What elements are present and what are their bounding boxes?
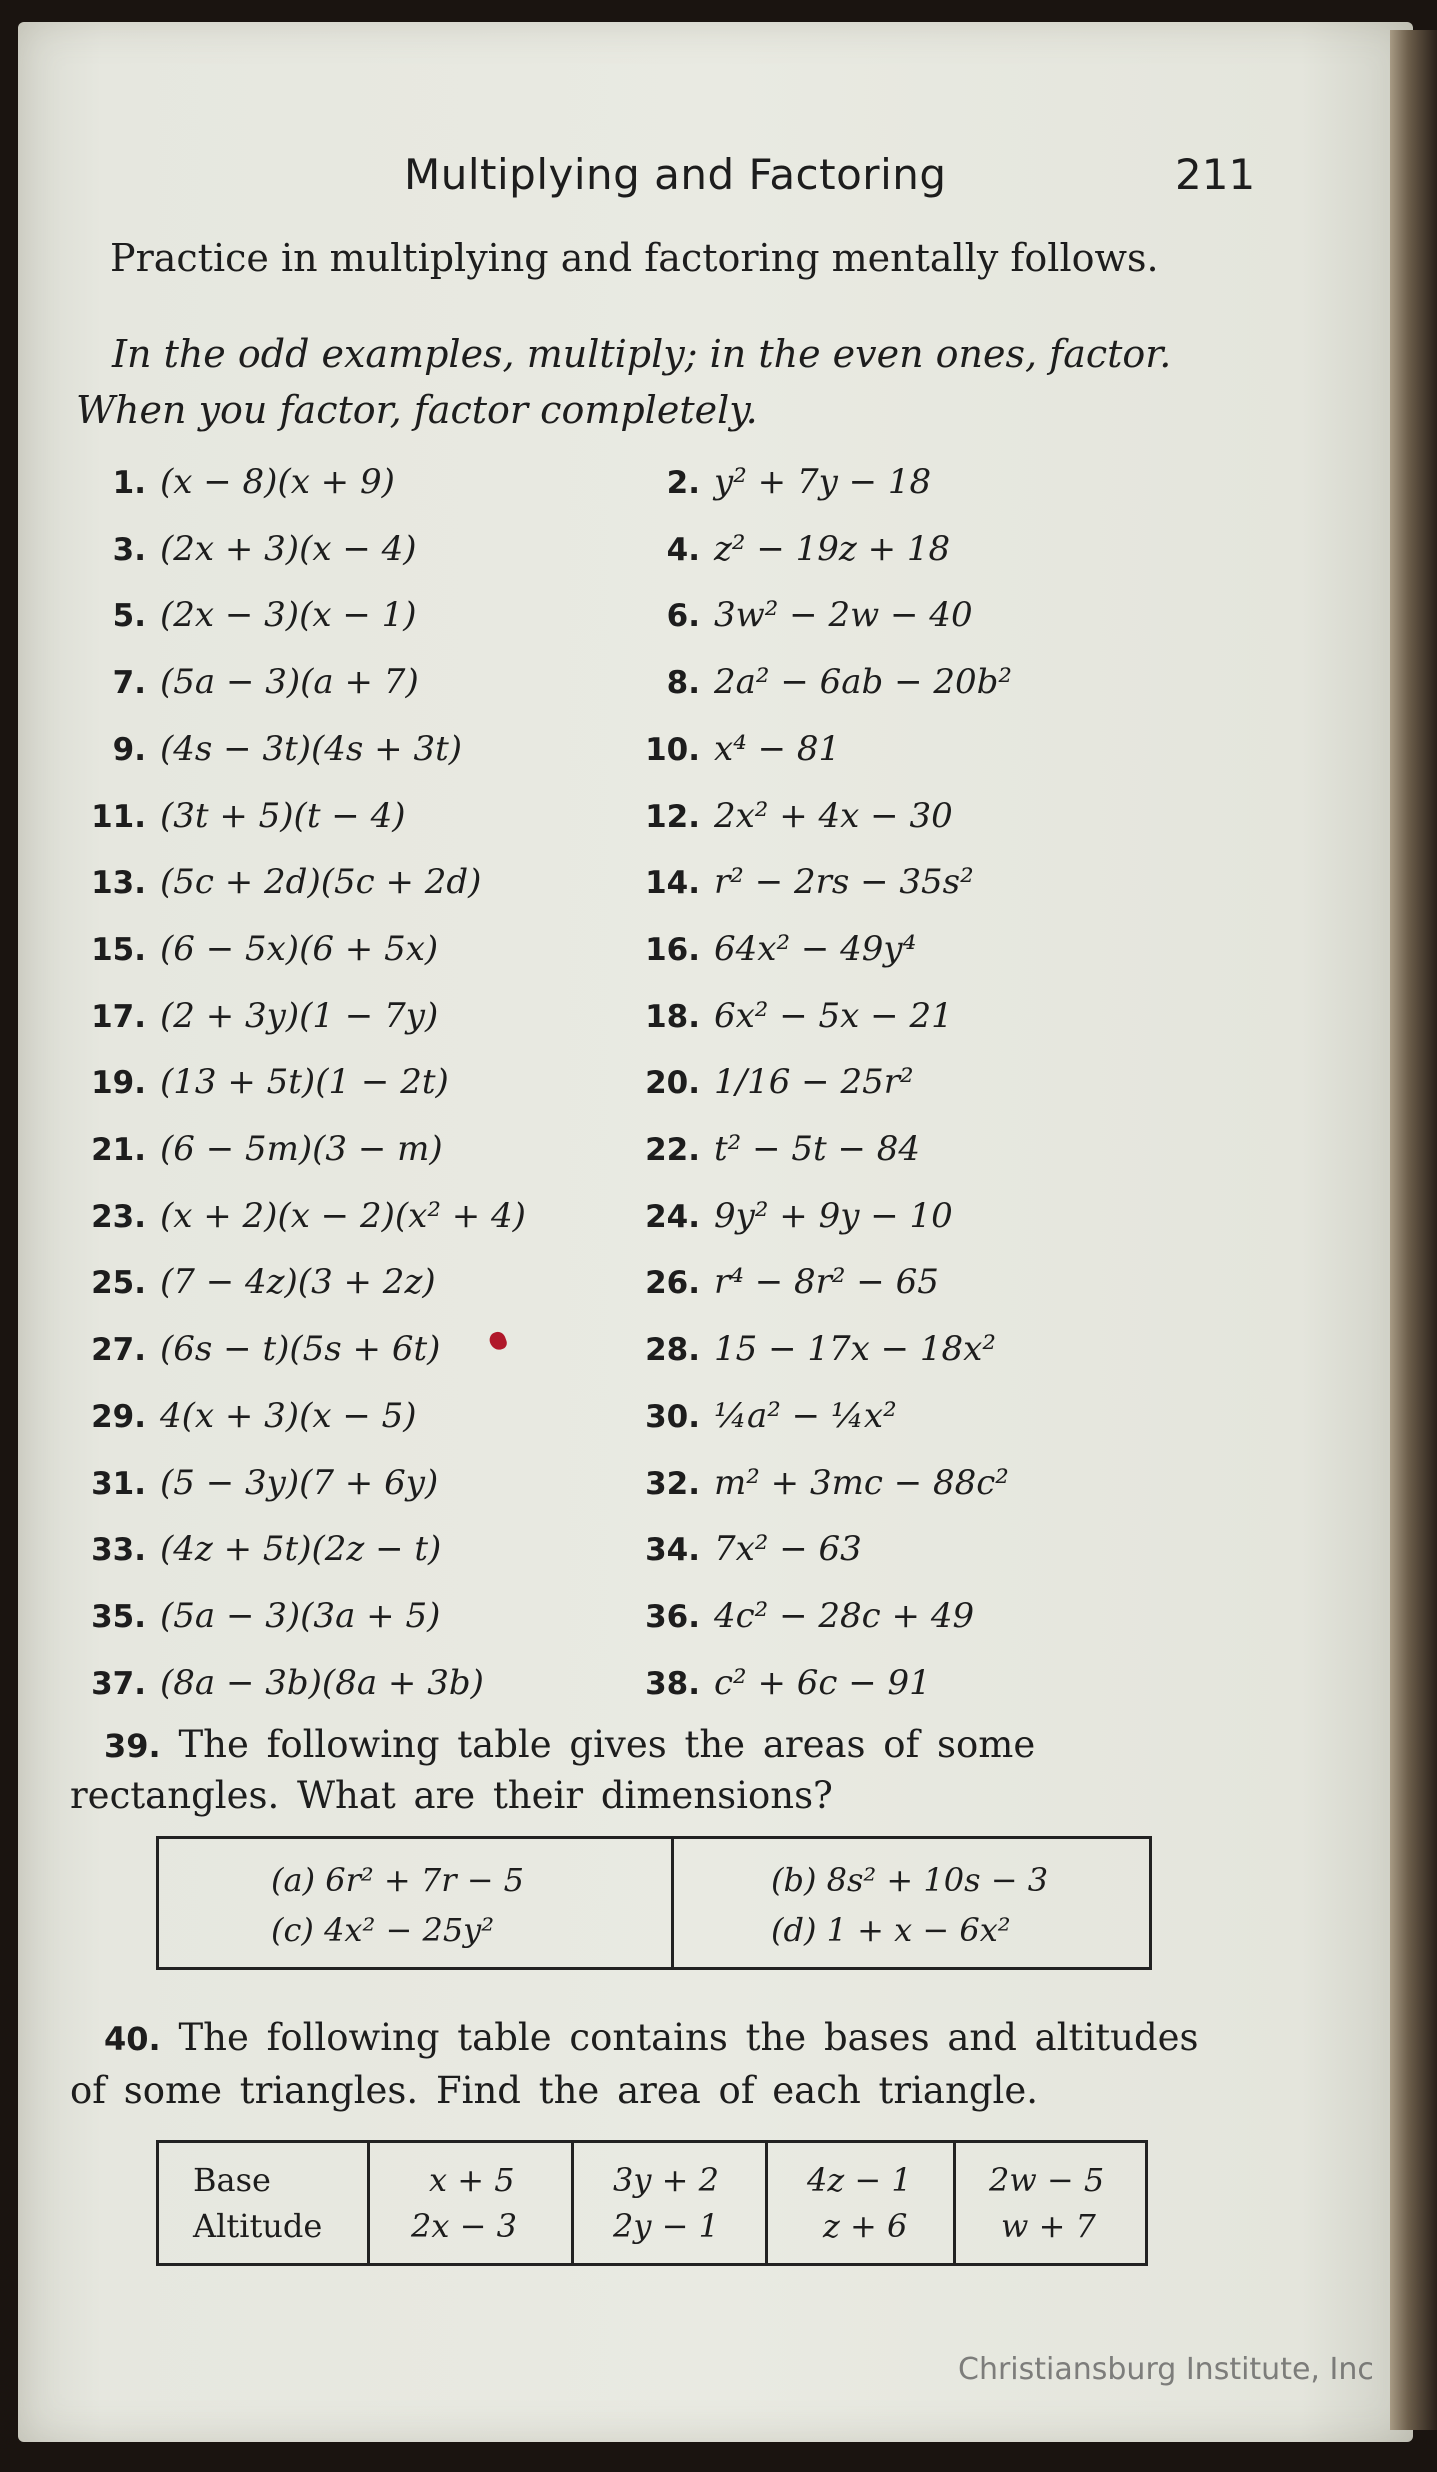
- problem-40-text: The following table contains the bases and altitudes of some triangles. Find the area of each triangle.: [70, 2016, 1199, 2112]
- exercise-item: [620, 1463, 1009, 1503]
- exercise-number: 24.: [645, 1199, 700, 1235]
- exercise-item: [56, 1196, 526, 1236]
- exercise-number: 12.: [645, 799, 700, 835]
- problem-39-number: 39.: [104, 1727, 161, 1765]
- exercise-expression: (5 − 3y)(7 + 6y): [160, 1463, 439, 1503]
- exercise-number: 35.: [91, 1599, 146, 1635]
- rectangle-d: (d) 1 + x − 6x²: [771, 1911, 1011, 1949]
- exercise-item: [56, 595, 417, 635]
- exercise-item: [56, 1329, 440, 1369]
- exercise-item: [56, 662, 419, 702]
- rectangle-area-table: [156, 1836, 1152, 1970]
- exercise-number: 17.: [91, 999, 146, 1035]
- page-number: 211: [1175, 150, 1256, 199]
- exercise-number: 34.: [645, 1532, 700, 1568]
- exercise-number: 27.: [91, 1332, 146, 1368]
- exercise-expression: (4z + 5t)(2z − t): [160, 1529, 442, 1569]
- base-3: 4z − 1: [807, 2161, 912, 2199]
- exercise-item: [620, 996, 953, 1036]
- exercise-expression: (4s − 3t)(4s + 3t): [160, 729, 463, 769]
- exercise-number: 26.: [645, 1265, 700, 1301]
- table-divider: [765, 2143, 768, 2263]
- exercise-item: [620, 1529, 862, 1569]
- exercise-expression: (6s − t)(5s + 6t): [160, 1329, 441, 1369]
- exercise-number: 18.: [645, 999, 700, 1035]
- exercise-item: [620, 1663, 931, 1703]
- exercise-item: [620, 862, 974, 902]
- exercise-number: 33.: [91, 1532, 146, 1568]
- exercise-number: 22.: [645, 1132, 700, 1168]
- exercise-number: 37.: [91, 1666, 146, 1702]
- exercise-item: [56, 729, 462, 769]
- table-divider: [953, 2143, 956, 2263]
- exercise-expression: (5a − 3)(3a + 5): [160, 1596, 441, 1636]
- exercise-item: [56, 462, 395, 502]
- exercise-item: [620, 929, 916, 969]
- exercise-number: 6.: [666, 598, 700, 634]
- rectangle-b: (b) 8s² + 10s − 3: [771, 1861, 1049, 1899]
- base-1: x + 5: [429, 2161, 515, 2199]
- exercise-item: [620, 796, 953, 836]
- altitude-label: Altitude: [193, 2207, 323, 2245]
- problem-39-text: The following table gives the areas of some rectangles. What are their dimensions?: [70, 1723, 1036, 1817]
- exercise-item: [620, 1329, 996, 1369]
- exercise-item: [620, 1262, 939, 1302]
- exercise-number: 21.: [91, 1132, 146, 1168]
- exercise-expression: y² + 7y − 18: [714, 462, 932, 502]
- exercise-expression: t² − 5t − 84: [714, 1129, 921, 1169]
- exercise-number: 29.: [91, 1399, 146, 1435]
- exercise-number: 7.: [112, 665, 146, 701]
- exercise-item: [620, 1062, 914, 1102]
- exercise-number: 4.: [666, 532, 700, 568]
- exercise-item: [620, 462, 931, 502]
- exercise-expression: (8a − 3b)(8a + 3b): [160, 1663, 484, 1703]
- exercise-expression: m² + 3mc − 88c²: [714, 1463, 1009, 1503]
- intro-text: Practice in multiplying and factoring mentally follows.: [110, 236, 1159, 280]
- problem-39: [70, 1720, 1250, 1821]
- exercise-item: [620, 729, 840, 769]
- exercise-expression: 3w² − 2w − 40: [714, 595, 973, 635]
- exercise-number: 3.: [112, 532, 146, 568]
- exercise-expression: (5c + 2d)(5c + 2d): [160, 862, 482, 902]
- exercise-expression: (5a − 3)(a + 7): [160, 662, 419, 702]
- page-edge: [1390, 30, 1437, 2430]
- exercise-number: 25.: [91, 1265, 146, 1301]
- exercise-number: 36.: [645, 1599, 700, 1635]
- exercise-expression: 2x² + 4x − 30: [714, 796, 953, 836]
- exercise-item: [56, 796, 406, 836]
- exercise-item: [56, 929, 438, 969]
- exercise-expression: 1/16 − 25r²: [714, 1062, 914, 1102]
- exercise-expression: r⁴ − 8r² − 65: [714, 1262, 939, 1302]
- exercise-item: [56, 529, 417, 569]
- table-divider: [571, 2143, 574, 2263]
- rectangle-c: (c) 4x² − 25y²: [271, 1911, 495, 1949]
- exercise-number: 14.: [645, 865, 700, 901]
- exercise-expression: x⁴ − 81: [714, 729, 841, 769]
- exercise-item: [620, 595, 973, 635]
- exercise-expression: 15 − 17x − 18x²: [714, 1329, 996, 1369]
- exercise-expression: (x − 8)(x + 9): [160, 462, 395, 502]
- exercise-number: 2.: [666, 465, 700, 501]
- exercise-number: 13.: [91, 865, 146, 901]
- problem-40-number: 40.: [104, 2020, 161, 2058]
- exercise-expression: ¼a² − ¼x²: [714, 1396, 897, 1436]
- exercise-item: [56, 1396, 417, 1436]
- exercise-item: [620, 1196, 953, 1236]
- triangle-table: [156, 2140, 1148, 2266]
- exercise-expression: 4(x + 3)(x − 5): [160, 1396, 417, 1436]
- exercise-expression: z² − 19z + 18: [714, 529, 951, 569]
- exercise-item: [56, 862, 481, 902]
- exercise-number: 23.: [91, 1199, 146, 1235]
- exercise-item: [56, 1596, 440, 1636]
- table-divider: [671, 1839, 674, 1967]
- altitude-4: w + 7: [1001, 2207, 1096, 2245]
- exercise-item: [56, 1463, 438, 1503]
- exercise-expression: (2x − 3)(x − 1): [160, 595, 417, 635]
- exercise-number: 32.: [645, 1466, 700, 1502]
- exercise-item: [56, 1062, 449, 1102]
- base-label: Base: [193, 2161, 271, 2199]
- exercise-expression: (6 − 5x)(6 + 5x): [160, 929, 439, 969]
- exercise-number: 16.: [645, 932, 700, 968]
- exercise-expression: 4c² − 28c + 49: [714, 1596, 975, 1636]
- problem-40: [70, 2012, 1250, 2117]
- exercise-item: [620, 1596, 974, 1636]
- exercise-number: 1.: [112, 465, 146, 501]
- exercise-expression: (6 − 5m)(3 − m): [160, 1129, 443, 1169]
- exercise-expression: r² − 2rs − 35s²: [714, 862, 974, 902]
- watermark: Christiansburg Institute, Inc: [958, 2352, 1374, 2387]
- exercise-number: 30.: [645, 1399, 700, 1435]
- exercise-number: 38.: [645, 1666, 700, 1702]
- exercise-number: 11.: [91, 799, 146, 835]
- exercise-expression: (3t + 5)(t − 4): [160, 796, 406, 836]
- base-4: 2w − 5: [989, 2161, 1105, 2199]
- exercise-expression: (13 + 5t)(1 − 2t): [160, 1062, 449, 1102]
- exercise-item: [620, 662, 1012, 702]
- exercise-number: 20.: [645, 1065, 700, 1101]
- exercise-expression: 7x² − 63: [714, 1529, 862, 1569]
- exercise-number: 31.: [91, 1466, 146, 1502]
- exercise-item: [56, 1663, 484, 1703]
- exercise-expression: (2x + 3)(x − 4): [160, 529, 417, 569]
- exercise-number: 19.: [91, 1065, 146, 1101]
- instructions-text: In the odd examples, multiply; in the even ones, factor. When you factor, factor completely.: [76, 332, 1172, 432]
- exercise-expression: 9y² + 9y − 10: [714, 1196, 953, 1236]
- exercise-expression: 2a² − 6ab − 20b²: [714, 662, 1013, 702]
- exercise-item: [56, 1529, 441, 1569]
- exercise-number: 10.: [645, 732, 700, 768]
- exercise-expression: 64x² − 49y⁴: [714, 929, 917, 969]
- table-divider: [367, 2143, 370, 2263]
- running-header-title: Multiplying and Factoring: [404, 150, 947, 199]
- exercise-item: [56, 1129, 443, 1169]
- altitude-2: 2y − 1: [613, 2207, 719, 2245]
- exercise-item: [56, 1262, 436, 1302]
- exercise-item: [620, 1396, 897, 1436]
- exercise-expression: 6x² − 5x − 21: [714, 996, 953, 1036]
- exercise-expression: (x + 2)(x − 2)(x² + 4): [160, 1196, 526, 1236]
- exercise-number: 15.: [91, 932, 146, 968]
- exercise-item: [620, 1129, 920, 1169]
- exercise-expression: (7 − 4z)(3 + 2z): [160, 1262, 436, 1302]
- exercise-item: [56, 996, 438, 1036]
- exercise-expression: c² + 6c − 91: [714, 1663, 931, 1703]
- exercise-number: 5.: [112, 598, 146, 634]
- exercise-item: [620, 529, 950, 569]
- altitude-1: 2x − 3: [411, 2207, 517, 2245]
- exercise-number: 8.: [666, 665, 700, 701]
- base-2: 3y + 2: [613, 2161, 719, 2199]
- exercise-number: 28.: [645, 1332, 700, 1368]
- exercise-number: 9.: [112, 732, 146, 768]
- rectangle-a: (a) 6r² + 7r − 5: [271, 1861, 525, 1899]
- altitude-3: z + 6: [823, 2207, 908, 2245]
- exercise-expression: (2 + 3y)(1 − 7y): [160, 996, 439, 1036]
